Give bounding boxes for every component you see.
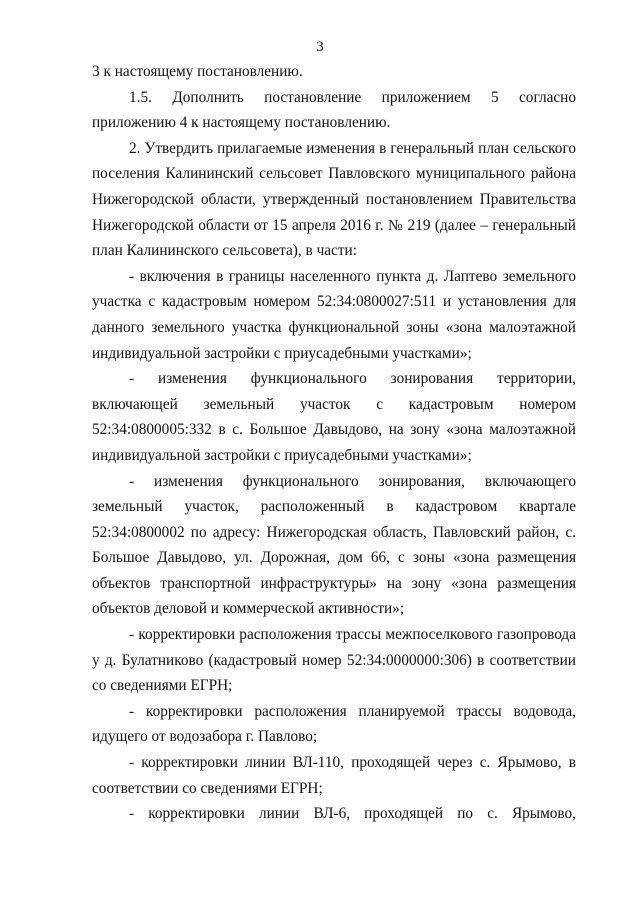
list-item-vl-6: - корректировки линии ВЛ-6, проходящей по с. Ярымово, — [129, 805, 576, 823]
list-item-lapteva-inclusion: - включения в границы населенного пункта д. Лаптево земельного участка с кадастровым номером 52:34:0800027:511 и установления для данного земельного участка функциональной зоны «зона малоэтажной индивидуальной застройки с приусадебными участками»; — [92, 267, 576, 362]
list-item-water-pipeline: - корректировки расположения планируемой трассы водовода, идущего от водозабора г. Павлово; — [92, 702, 576, 746]
list-item-vl-110: - корректировки линии ВЛ-110, проходящей через с. Ярымово, в соответствии со сведениями ЕГРН; — [92, 754, 576, 797]
paragraph-item-1-5: 1.5. Дополнить постановление приложением 5 согласно приложению 4 к настоящему постановлению. — [92, 88, 576, 132]
list-item-zoning-change-332: - изменения функционального зонирования территории, включающей земельный участок с кадастровым номером 52:34:0800005:332 в с. Большое Давыдово, на зону «зона малоэтажной индивидуальной застройки с приусадебными участками»; — [92, 370, 576, 464]
list-item-gas-pipeline: - корректировки расположения трассы межпоселкового газопровода у д. Булатниково (кадастровый номер 52:34:0000000:306) в соответствии со сведениями ЕГРН; — [92, 626, 576, 695]
paragraph-item-2: 2. Утвердить прилагаемые изменения в генеральный план сельского поселения Калининский сельсовет Павловского муниципального района Нижегородской области, утвержденный постановлением Правительства Нижегородской области от 15 апреля 2016 г. № 219 (далее – генеральный план Калининского сельсовета), в части: — [92, 139, 576, 260]
list-item-zoning-change-dorozhnaya: - изменения функционального зонирования, включающего земельный участок, расположенный в кадастровом квартале 52:34:0800002 по адресу: Нижегородская область, Павловский район, с. Большое Давыдово, ул. Дорожная, дом 66, с зоны «зона размещения объектов транспортной инфраструктуры» на зону «зона размещения объектов деловой и коммерческой активности»; — [92, 472, 576, 618]
document-body — [92, 59, 576, 827]
paragraph-continuation: 3 к настоящему постановлению. — [92, 63, 303, 80]
page-number: 3 — [316, 39, 324, 55]
